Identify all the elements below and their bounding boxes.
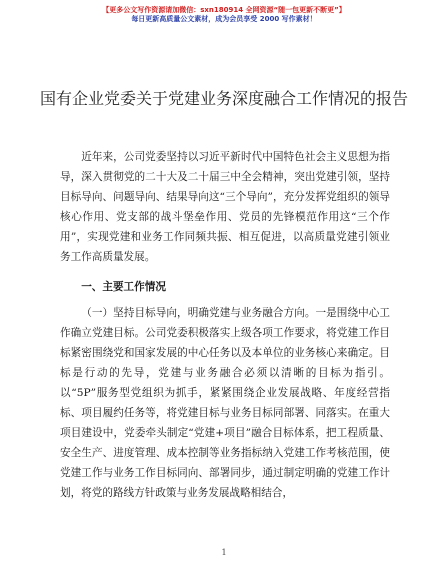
- banner-line-membership: 每日更新高质量公文素材，成为会员享受 2000 写作素材！: [131, 15, 317, 24]
- document-title: 国有企业党委关于党建业务深度融合工作情况的报告: [40, 89, 409, 108]
- intro-paragraph: 近年来，公司党委坚持以习近平新时代中国特色社会主义思想为指导，深入贯彻党的二十大及二十届三中全会精神，突出党建引领，坚持目标导向、问题导向、结果导向这“三个导向”，充分发挥党组织的领导核心作用、党支部的战斗堡垒作用、党员的先锋模范作用这“三个作用”，实现党建和业务工作同频共振、相互促进，以高质量党建引领业务工作高质量发展。: [60, 151, 390, 263]
- page-number: 1: [221, 548, 227, 557]
- section-heading: 一、主要工作情况: [81, 281, 166, 293]
- document-body: [60, 147, 390, 503]
- banner-line-promo: 【更多公文写作资源请加微信：sxn180914 全网资源“随一包更新不断更”】: [102, 6, 346, 14]
- watermark-banner: [0, 6, 448, 24]
- section-paragraph: （一）坚持目标导向，明确党建与业务融合方向。一是围绕中心工作确立党建目标。公司党委积极落实上级各项工作要求，将党建工作目标紧密围绕党和国家发展的中心任务以及本单位的业务核心来确定。目标是行动的先导，党建与业务融合必须以清晰的目标为指引。以“5P”服务型党组织为抓手，紧紧围绕企业发展战略、年度经营指标、项目履约任务等，将党建目标与业务目标同部署、同落实。在重大项目建设中，党委牵头制定“党建+项目”融合目标体系，把工程质量、安全生产、进度管理、成本控制等业务指标纳入党建工作考核范围，使党建工作与业务工作目标同向、部署同步，通过制定明确的党建工作计划，将党的路线方针政策与业务发展战略相结合，: [60, 307, 390, 499]
